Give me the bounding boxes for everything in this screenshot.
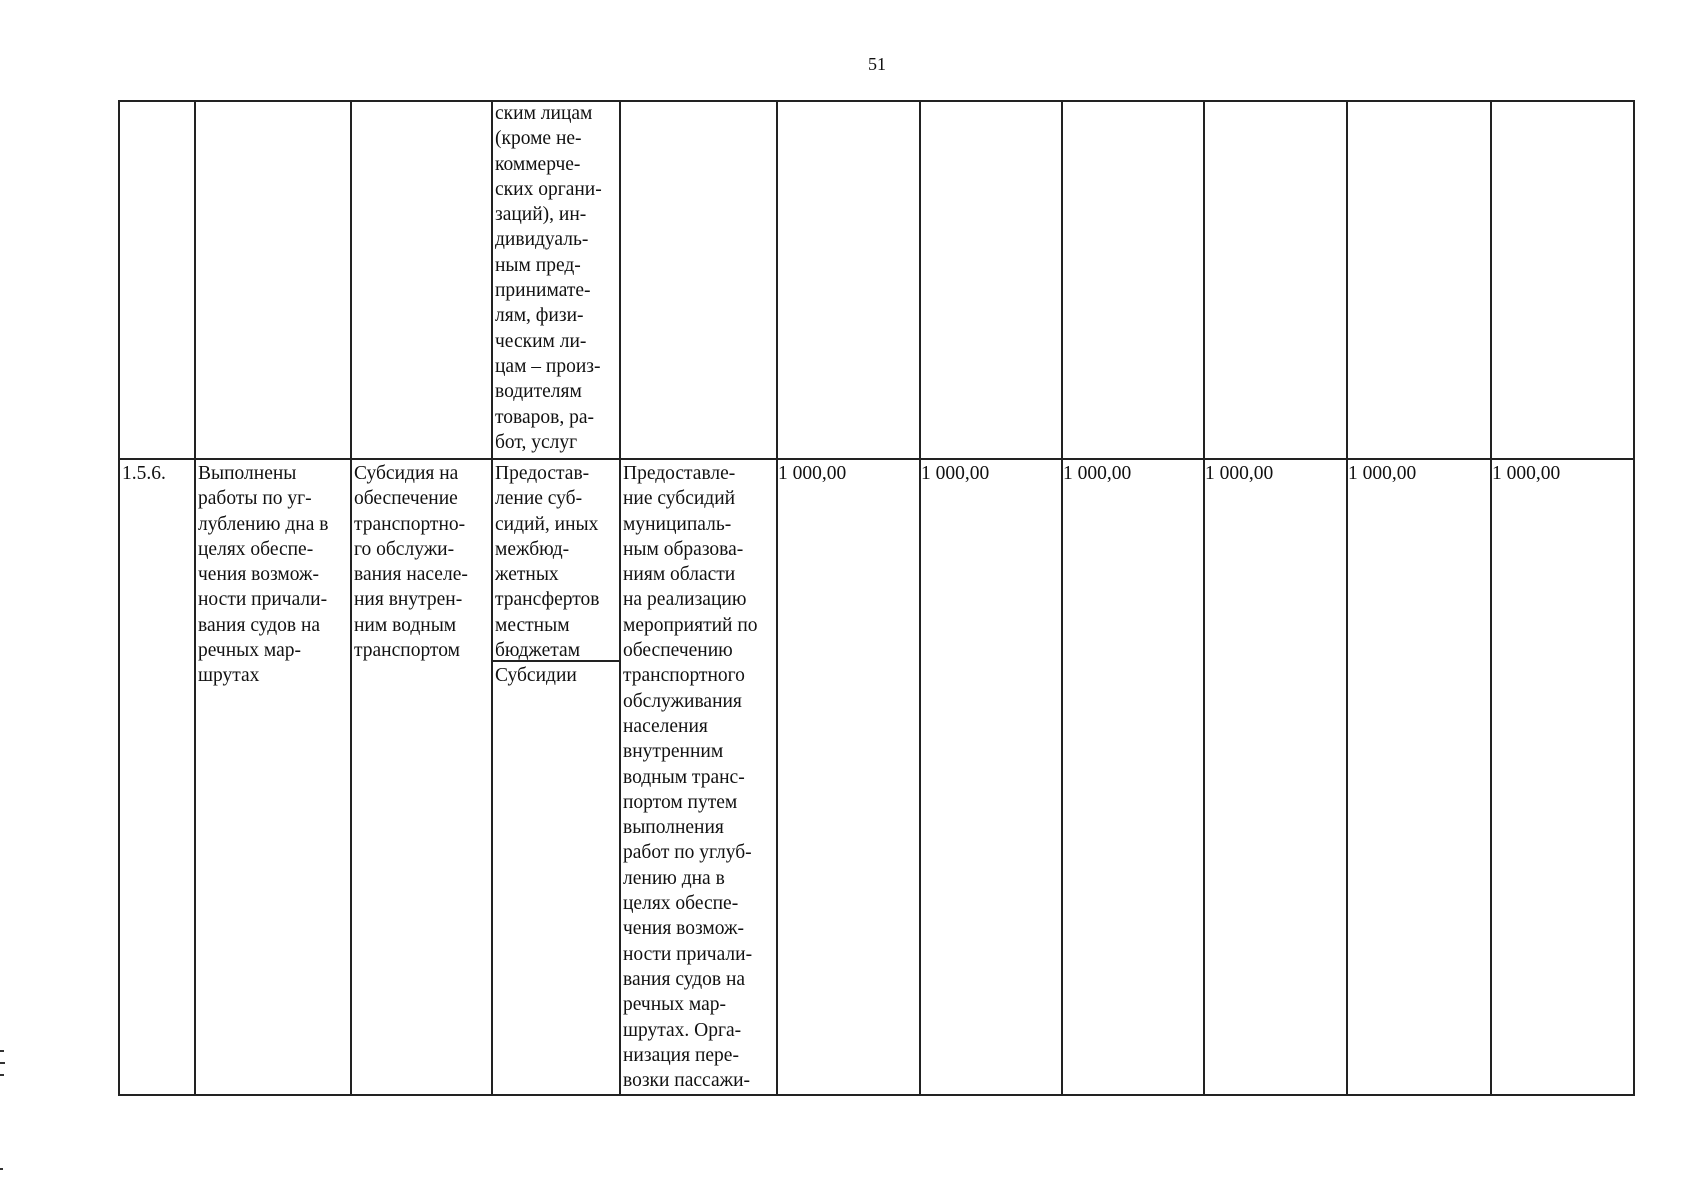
row-separator bbox=[118, 458, 1635, 460]
subsidy-text: Субсидия на обеспечение транспортно- го обслужи- вания населе- ния внутрен- ним водным транспортом bbox=[354, 463, 468, 662]
result-text: Выполнены работы по уг- лублению дна в целях обеспе- чения возмож- ности причали- вания судов на речных мар- шрутах bbox=[198, 463, 329, 687]
continued-recipients-text: ским лицам (кроме не- коммерче- ских органи- заций), ин- дивидуаль- ным пред- принимате- лям, физи- ческим ли- цам – произ- водителям товаров, ра- бот, услуг bbox=[495, 103, 602, 453]
description-text: Предоставле- ние субсидий муниципаль- ным образова- ниям области на реализацию мероприятий по обеспечению транспортного обслуживания населения внутренним водным транс- портом путем выполнения работ по углуб- лению дна в целях обеспе- чения возмож- ности причали- вания судов на речных мар- шрутах. Орга- низация пере- возки пассажи- bbox=[623, 463, 758, 1092]
column-border bbox=[1633, 100, 1635, 1096]
amount-cell: 1 000,00 bbox=[778, 463, 847, 484]
scan-binding-mark bbox=[0, 1074, 4, 1076]
column-border bbox=[1346, 100, 1348, 1096]
column-border bbox=[619, 100, 621, 1096]
column-border bbox=[1203, 100, 1205, 1096]
scan-binding-mark bbox=[0, 1050, 4, 1052]
column-border bbox=[919, 100, 921, 1096]
amount-cell: 1 000,00 bbox=[1348, 463, 1417, 484]
column-border bbox=[350, 100, 352, 1096]
amount-cell: 1 000,00 bbox=[921, 463, 990, 484]
column-border bbox=[776, 100, 778, 1096]
table-top-border bbox=[118, 100, 1635, 102]
page-number: 51 bbox=[868, 54, 886, 74]
subsidy-type-text: Субсидии bbox=[495, 665, 577, 686]
column-border bbox=[491, 100, 493, 1096]
transfer-type-text: Предостав- ление суб- сидий, иных межбюд- жетных трансфертов местным бюджетам bbox=[495, 463, 600, 662]
column-border bbox=[1490, 100, 1492, 1096]
row-number: 1.5.6. bbox=[122, 463, 166, 484]
column-border bbox=[1061, 100, 1063, 1096]
table-bottom-border bbox=[118, 1094, 1635, 1096]
scan-binding-mark bbox=[0, 1168, 3, 1170]
budget-table bbox=[118, 100, 1635, 1096]
column-border bbox=[118, 100, 120, 1096]
amount-cell: 1 000,00 bbox=[1492, 463, 1561, 484]
column-border bbox=[194, 100, 196, 1096]
scan-binding-mark bbox=[0, 1062, 5, 1064]
amount-cell: 1 000,00 bbox=[1205, 463, 1274, 484]
amount-cell: 1 000,00 bbox=[1063, 463, 1132, 484]
